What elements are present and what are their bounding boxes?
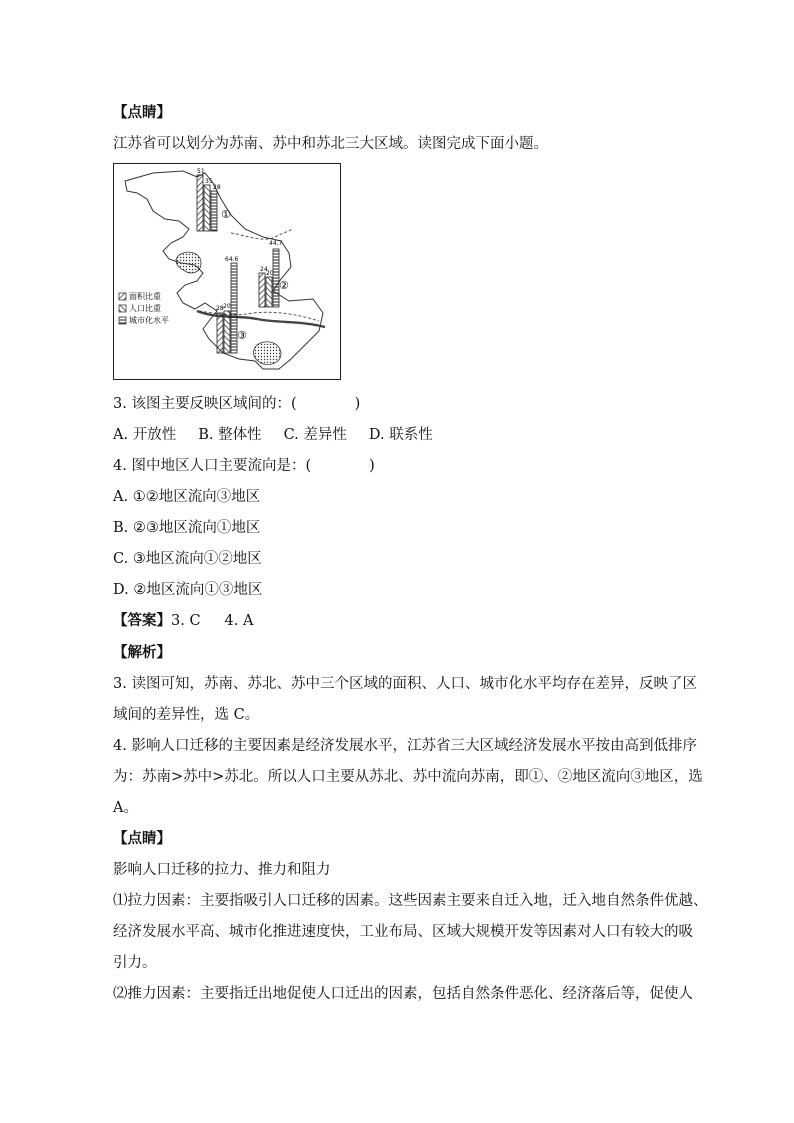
- q3-options: [113, 425, 455, 445]
- q3-option-c: C. 差异性: [283, 427, 347, 443]
- answer-4: 4. A: [224, 613, 254, 629]
- legend-area: 面积比重: [129, 292, 161, 301]
- jiangsu-map-figure: [113, 163, 341, 380]
- r1-label-2: 35: [205, 178, 213, 185]
- legend-urbanization: 城市化水平: [129, 316, 169, 325]
- notes-p2-line-1: ⑵推力因素：主要指迁出地促使人口迁出的因素，包括自然条件恶化、经济落后等，促使人: [113, 986, 693, 1002]
- r3-label-3: 20: [223, 303, 231, 310]
- analysis-3-line-1: 3. 读图可知，苏南、苏北、苏中三个区域的面积、人口、城市化水平均存在差异，反映了区: [113, 676, 697, 692]
- r3-label-1: 64.6: [225, 256, 239, 263]
- q4-option-c: C. ③地区流向①②地区: [113, 551, 262, 567]
- q3-option-a: A. 开放性: [113, 427, 177, 443]
- analysis-3-line-2: 域间的差异性，选 C。: [113, 707, 260, 723]
- legend-population: 人口比重: [129, 304, 161, 313]
- q4-option-d: D. ②地区流向①③地区: [113, 582, 263, 598]
- analysis-4-line-1: 4. 影响人口迁移的主要因素是经济发展水平，江苏省三大区域经济发展水平按由高到低排序: [113, 738, 697, 754]
- intro-text: 江苏省可以划分为苏南、苏中和苏北三大区域。读图完成下面小题。: [113, 136, 548, 152]
- r3-label-2: 28: [216, 305, 224, 312]
- region-marker-3: ③: [237, 329, 247, 342]
- r2-label-3: 20: [266, 270, 274, 277]
- notes-title: 影响人口迁移的拉力、推力和阻力: [113, 862, 331, 878]
- q4-stem: 4. 图中地区人口主要流向是：( ): [113, 458, 375, 474]
- analysis-4-line-3: A。: [113, 800, 138, 816]
- q4-option-a: A. ①②地区流向③地区: [113, 489, 261, 505]
- r1-label-1: 51: [197, 168, 205, 175]
- notes-p1-line-3: 引力。: [113, 955, 157, 971]
- answer-line: [113, 611, 253, 631]
- section-dianjing-2: 【点睛】: [113, 830, 171, 847]
- q3-option-b: B. 整体性: [198, 427, 262, 443]
- section-dianjing-1: 【点睛】: [113, 104, 171, 121]
- region-marker-1: ①: [221, 208, 231, 221]
- analysis-4-line-2: 为：苏南>苏中>苏北。所以人口主要从苏北、苏中流向苏南，即①、②地区流向③地区，选: [113, 769, 703, 785]
- q4-option-b: B. ②③地区流向①地区: [113, 520, 261, 536]
- r2-label-1: 44.7: [269, 240, 283, 247]
- region-marker-2: ②: [279, 279, 289, 292]
- answer-label: 【答案】: [113, 612, 171, 629]
- q3-option-d: D. 联系性: [368, 427, 433, 443]
- notes-p1-line-2: 经济发展水平高、城市化推进速度快，工业布局、区域大规模开发等因素对人口有较大的吸: [113, 924, 693, 940]
- answer-3: 3. C: [171, 613, 201, 629]
- section-jiexi: 【解析】: [113, 644, 171, 661]
- r2-label-2: 24: [260, 266, 268, 273]
- notes-p1-line-1: ⑴拉力因素：主要指吸引人口迁移的因素。这些因素主要来自迁入地，迁入地自然条件优越、: [113, 893, 708, 909]
- tai-lake: [254, 342, 281, 365]
- q3-stem: 3. 该图主要反映区域间的：( ): [113, 396, 361, 412]
- r1-label-3: 28: [213, 184, 221, 191]
